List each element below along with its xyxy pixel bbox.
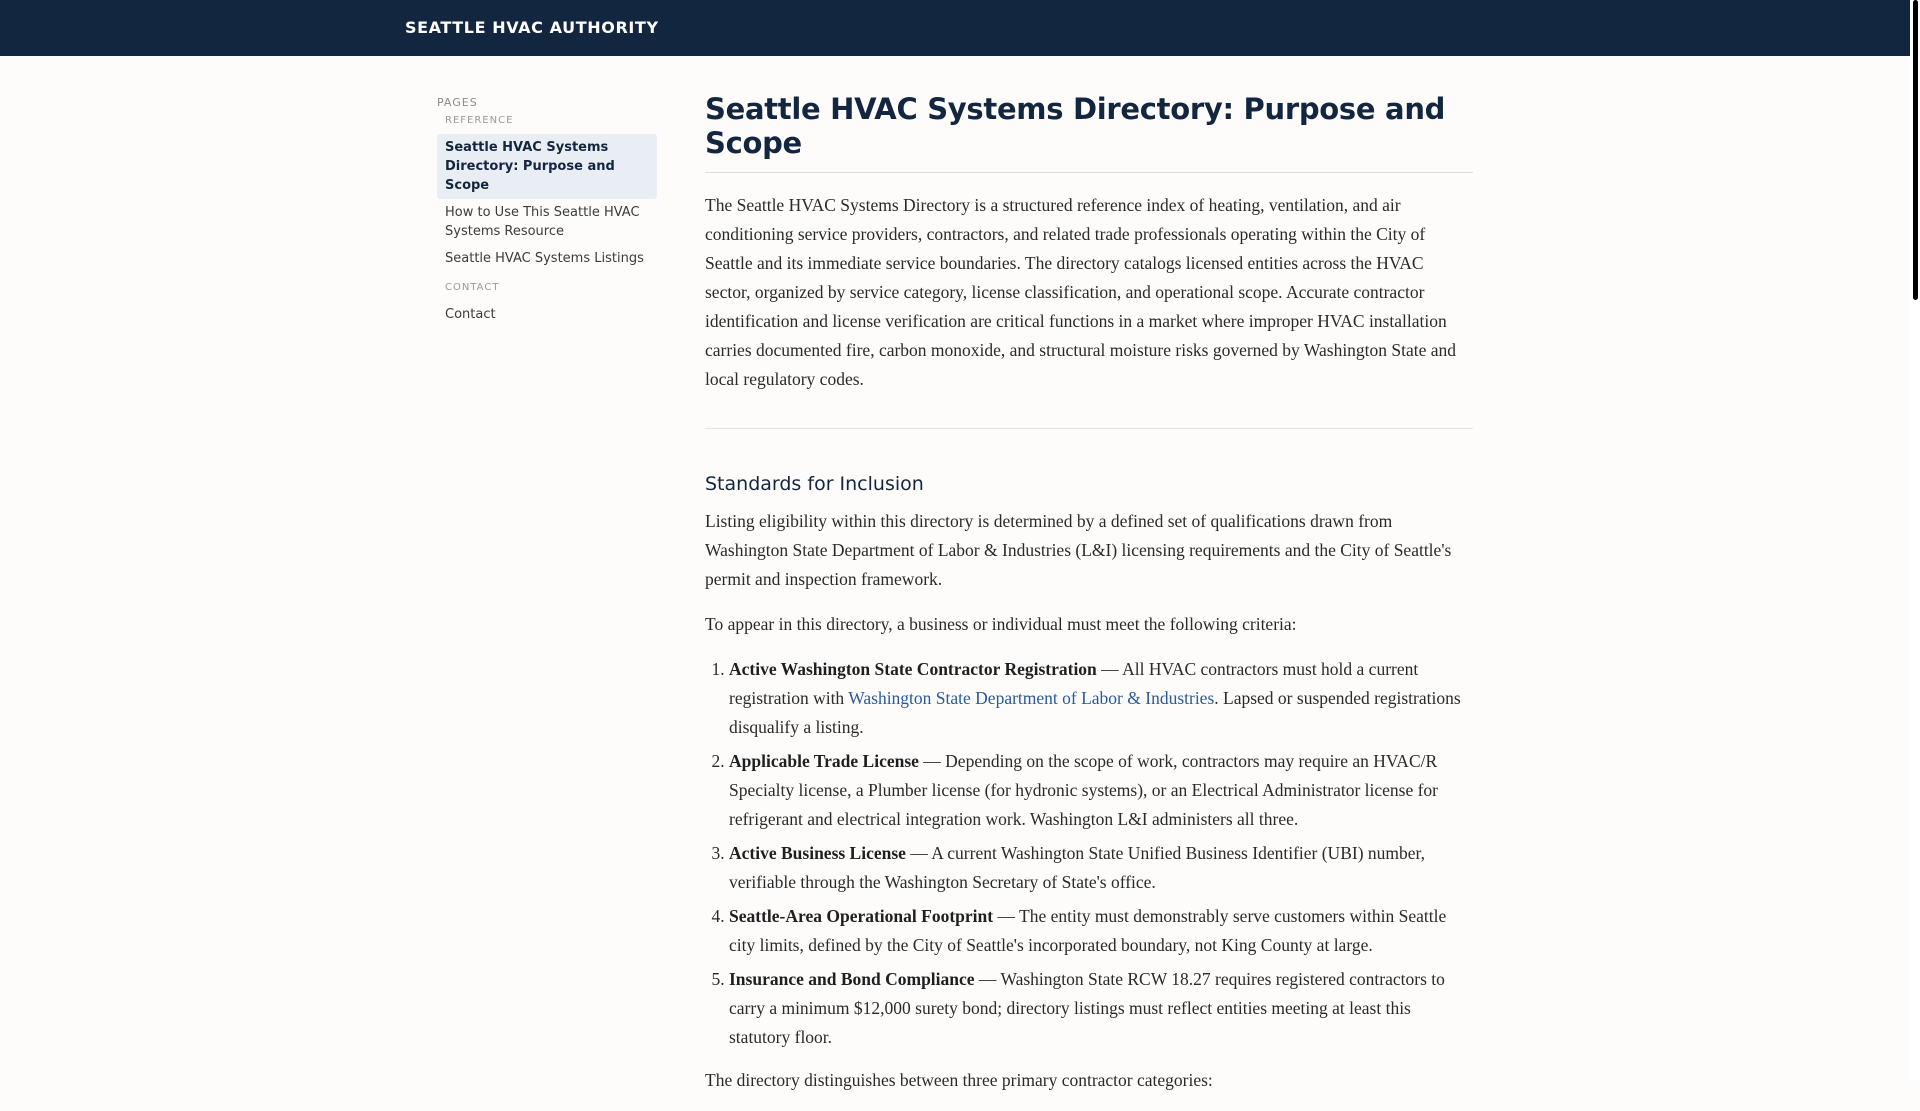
- page-title: Seattle HVAC Systems Directory: Purpose and Scope: [705, 92, 1473, 173]
- site-brand[interactable]: SEATTLE HVAC AUTHORITY: [405, 18, 659, 37]
- top-bar: [0, 0, 1910, 56]
- criteria-item-text: — All HVAC contractors must hold a current registration with: [729, 659, 1419, 708]
- sidebar-item-listings[interactable]: Seattle HVAC Systems Listings: [445, 251, 644, 266]
- sidebar-group-reference: REFERENCE: [445, 115, 514, 126]
- categories-intro: The directory distinguishes between three primary contractor categories:: [705, 1070, 1213, 1090]
- criteria-item: [729, 839, 1473, 897]
- sidebar-item-purpose-and-scope[interactable]: Seattle HVAC Systems Directory: Purpose and Scope: [437, 134, 657, 199]
- criteria-item: [729, 655, 1473, 742]
- section-title: Standards for Inclusion: [705, 473, 924, 495]
- scrollbar-track[interactable]: [1910, 0, 1920, 1080]
- criteria-item: [729, 902, 1473, 960]
- criteria-item-title: Seattle-Area Operational Footprint: [729, 906, 994, 926]
- sidebar-item-contact[interactable]: Contact: [445, 307, 496, 322]
- criteria-item-title: Active Washington State Contractor Registration: [729, 659, 1097, 679]
- intro-paragraph: The Seattle HVAC Systems Directory is a structured reference index of heating, ventilation, and air conditioning service providers, contractors, and related trade professionals operating within the City of Seattle and its immediate service boundaries. The directory catalogs licensed entities across the HVAC sector, organized by service category, license classification, and operational scope. Accurate contractor identification and license verification are critical functions in a market where improper HVAC installation carries documented fire, carbon monoxide, and structural moisture risks governed by Washington State and local regulatory codes.: [705, 191, 1473, 429]
- sidebar-group-contact: CONTACT: [445, 282, 500, 293]
- scrollbar-thumb[interactable]: [1913, 0, 1918, 300]
- main-content: [705, 92, 1473, 1111]
- sidebar-heading: PAGES: [437, 96, 478, 109]
- criteria-item: [729, 965, 1473, 1052]
- criteria-item-text: — The entity must demonstrably serve customers within Seattle city limits, defined by the City of Seattle's incorporated boundary, not King County at large.: [729, 906, 1447, 955]
- labor-industries-link[interactable]: Washington State Department of Labor & Industries: [848, 688, 1215, 708]
- criteria-item-text: — Washington State RCW 18.27 requires registered contractors to carry a minimum $12,000 surety bond; directory listings must reflect entities meeting at least this statutory floor.: [729, 969, 1445, 1047]
- criteria-item-text: . Lapsed or suspended registrations disqualify a listing.: [729, 688, 1461, 737]
- criteria-item-title: Applicable Trade License: [729, 751, 919, 771]
- criteria-item-title: Insurance and Bond Compliance: [729, 969, 975, 989]
- criteria-item-title: Active Business License: [729, 843, 906, 863]
- eligibility-paragraph: Listing eligibility within this directory is determined by a defined set of qualifications drawn from Washington State Department of Labor & Industries (L&I) licensing requirements and the City of Seattle's permit and inspection framework.: [705, 511, 1452, 589]
- criteria-item: [729, 747, 1473, 834]
- criteria-intro: To appear in this directory, a business or individual must meet the following criteria:: [705, 614, 1297, 634]
- sidebar: [437, 96, 657, 328]
- criteria-list: [705, 655, 1473, 1052]
- sidebar-item-how-to-use[interactable]: How to Use This Seattle HVAC Systems Resource: [445, 205, 640, 239]
- criteria-item-text: — Depending on the scope of work, contractors may require an HVAC/R Specialty license, a Plumber license (for hydronic systems), or an Electrical Administrator license for refrigerant and electrical integration work. Washington L&I administers all three.: [729, 751, 1439, 829]
- criteria-item-text: — A current Washington State Unified Business Identifier (UBI) number, verifiable through the Washington Secretary of State's office.: [729, 843, 1426, 892]
